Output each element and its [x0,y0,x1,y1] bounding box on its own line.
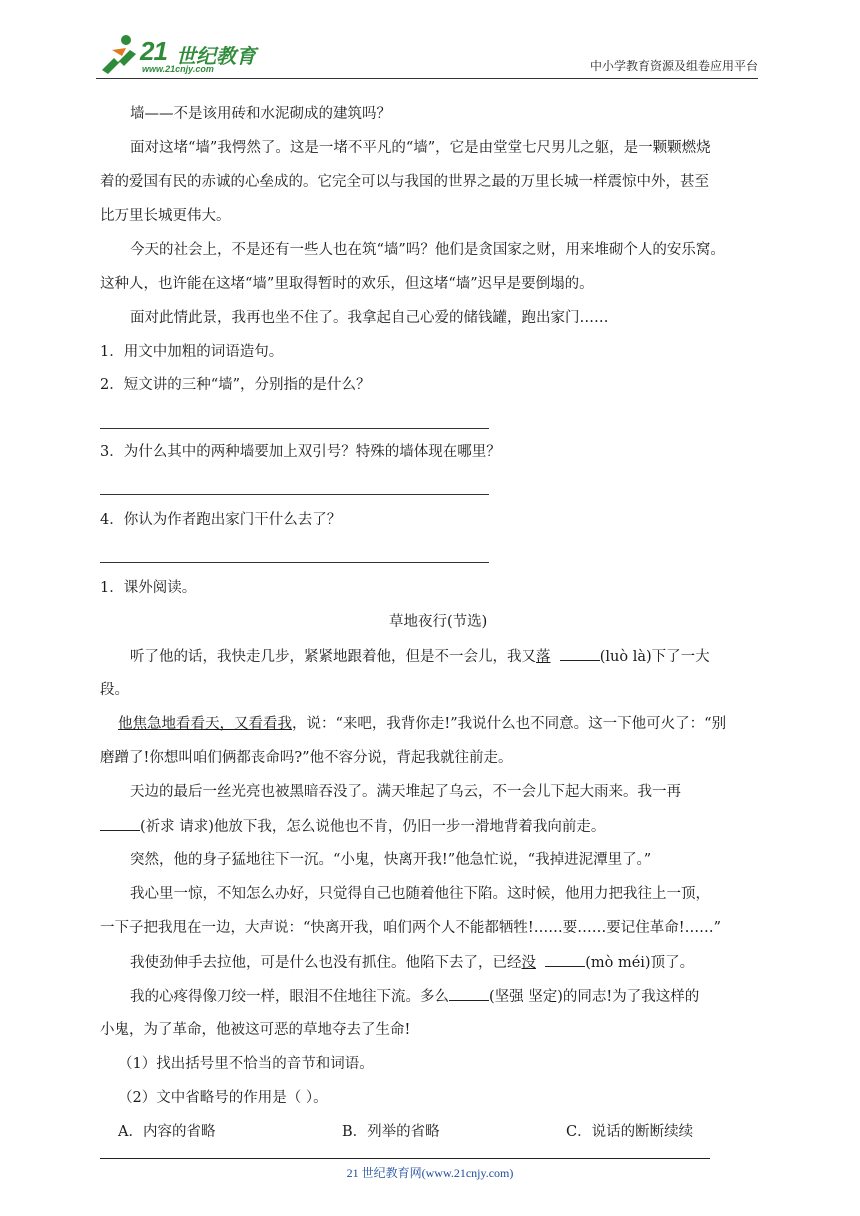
s2-p1-line2: 段。 [100,682,129,698]
answer-line-2[interactable] [100,428,489,429]
answer-line-4[interactable] [100,562,489,563]
blank-1[interactable] [560,646,600,661]
s2-p4: 突然，他的身子猛地往下一沉。“小鬼，快离开我!”他急忙说，“我掉进泥潭里了。” [130,852,652,868]
s2-p3-line2 [100,816,605,837]
blank-3[interactable] [545,952,585,967]
page-header [96,30,758,79]
header-tagline: 中小学教育资源及组卷应用平台 [589,59,758,73]
site-logo [96,30,266,76]
runner-icon [96,32,140,76]
question-3: 3．为什么其中的两种墙要加上双引号？特殊的墙体现在哪里？ [100,444,501,460]
footer-text: 21 世纪教育网(www.21cnjy.com) [346,1166,514,1180]
s2-p7-line1 [130,986,699,1007]
passage1-p2-line2: 着的爱国有民的赤诚的心垒成的。它完全可以与我国的世界之最的万里长城一样震惊中外，甚至 [100,174,709,190]
answer-line-3[interactable] [100,494,489,495]
section2-heading: 1．课外阅读。 [100,580,197,596]
logo-text: 世纪教育 [176,44,256,68]
s2-p3-text: (祈求 请求)他放下我，怎么说他也不肯，仍旧一步一滑地背着我向前走。 [140,819,606,835]
option-c[interactable]: C．说话的断断续续 [566,1124,694,1140]
section2-title: 草地夜行(节选) [389,614,488,630]
s2-p2-line1 [118,714,726,734]
passage1-p3-line1: 今天的社会上，不是还有一些人也在筑“墙”吗？他们是贪国家之财，用来堆砌个人的安乐窝。 [130,242,725,258]
s2-p6 [130,952,694,973]
passage1-p4: 面对此情此景，我再也坐不住了。我拿起自己心爱的储钱罐，跑出家门…… [130,310,609,326]
logo-number: 21 [140,36,167,66]
s2-p2-text-a: ，说：“来吧，我背你走!”我说什么也不同意。这一下他可火了：“别 [292,716,727,732]
s2-p3-line1: 天边的最后一丝光亮也被黑暗吞没了。满天堆起了乌云，不一会儿下起大雨来。我一再 [130,784,681,800]
s2-p1-line1 [130,646,710,667]
passage1-p2-line1: 面对这堵“墙”我愕然了。这是一堵不平凡的“墙”，它是由堂堂七尺男儿之躯，是一颗颗燃烧 [130,140,711,156]
question-1: 1．用文中加粗的词语造句。 [100,344,284,360]
s2-p7-line2: 小鬼，为了革命，他被这可恶的草地夺去了生命! [100,1022,411,1038]
option-a[interactable]: A．内容的省略 [118,1124,216,1140]
s2-question-2: （2）文中省略号的作用是（ ）。 [118,1090,328,1106]
s2-p1-word: 落 [536,649,551,665]
question-2: 2．短文讲的三种“墙”，分别指的是什么？ [100,377,371,393]
s2-p5-line1: 我心里一惊，不知怎么办好，只觉得自己也随着他往下陷。这时候，他用力把我往上一顶， [130,886,710,902]
s2-p5-line2: 一下子把我甩在一边，大声说：“快离开我，咱们两个人不能都牺牲!……要……要记住革命!……” [100,920,721,936]
blank-4[interactable] [449,986,489,1001]
s2-p6-word: 没 [521,955,536,971]
question-4: 4．你认为作者跑出家门干什么去了？ [100,512,342,528]
s2-p1-text-a: 听了他的话，我快走几步，紧紧地跟着他，但是不一会儿，我又 [130,649,536,665]
s2-p1-text-b: (luò là)下了一大 [599,649,710,665]
blank-2[interactable] [100,816,140,831]
s2-p6-text-b: (mò méi)顶了。 [585,955,695,971]
s2-p7-text-b: (坚强 坚定)的同志!为了我这样的 [489,989,700,1005]
passage1-p2-line3: 比万里长城更伟大。 [100,208,231,224]
s2-p7-text-a: 我的心疼得像刀绞一样，眼泪不住地往下流。多么 [130,989,449,1005]
s2-question-1: （1）找出括号里不恰当的音节和词语。 [118,1056,374,1072]
logo-url: www.21cnjy.com [142,64,214,74]
option-b[interactable]: B．列举的省略 [342,1124,440,1140]
s2-p2-underlined: 他焦急地看看天，又看看我 [118,716,292,732]
s2-p2-line2: 磨蹭了!你想叫咱们俩都丧命吗?”他不容分说，背起我就往前走。 [100,750,513,766]
s2-p6-text-a: 我使劲伸手去拉他，可是什么也没有抓住。他陷下去了，已经 [130,955,522,971]
passage1-p3-line2: 这种人，也许能在这堵“墙”里取得暂时的欢乐，但这堵“墙”迟早是要倒塌的。 [100,276,594,292]
passage1-line1: 墙——不是该用砖和水泥砌成的建筑吗？ [130,106,391,122]
footer-divider [100,1158,710,1159]
